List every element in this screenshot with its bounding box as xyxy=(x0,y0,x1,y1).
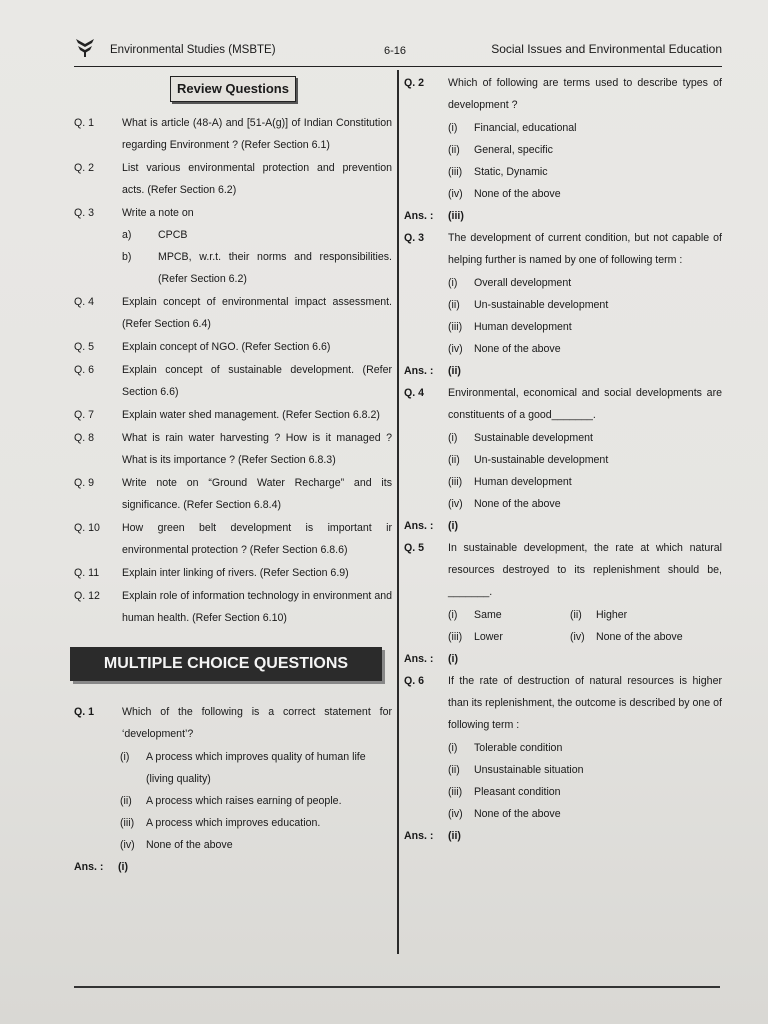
option-label: (iv) xyxy=(448,498,463,510)
question-number: Q. 12 xyxy=(74,590,100,602)
option-label: (ii) xyxy=(570,609,582,621)
column-divider xyxy=(397,70,399,954)
option-text: Human development xyxy=(474,476,572,488)
option xyxy=(448,338,722,360)
review-question xyxy=(74,404,392,426)
chapter-title: Social Issues and Environmental Education xyxy=(491,42,722,56)
option-label: (i) xyxy=(448,277,458,289)
option xyxy=(570,604,692,626)
option-text: Same xyxy=(474,609,502,621)
page-header xyxy=(74,36,722,67)
sub-item xyxy=(122,246,392,290)
option-text: Financial, educational xyxy=(474,122,577,134)
mcq-question xyxy=(404,670,722,736)
answer-label: Ans. : xyxy=(404,210,434,222)
option-label: (iv) xyxy=(448,188,463,200)
sub-label: b) xyxy=(122,251,132,263)
option-text: A process which improves education. xyxy=(146,817,321,829)
option-text: A process which raises earning of people. xyxy=(146,795,342,807)
question-text: Explain inter linking of rivers. (Refer Section 6.9) xyxy=(122,567,349,579)
question-number: Q. 2 xyxy=(74,162,95,174)
option-text: None of the above xyxy=(474,343,561,355)
option-text: None of the above xyxy=(596,631,683,643)
option xyxy=(448,139,722,161)
option xyxy=(448,803,722,825)
question-text: If the rate of destruction of natural resources is higher than its replenishment, the outcome is described by one of following term : xyxy=(448,675,722,731)
book-title: Environmental Studies (MSBTE) xyxy=(110,44,276,56)
answer xyxy=(404,515,722,537)
answer xyxy=(74,856,392,878)
option xyxy=(448,427,722,449)
question-number: Q. 5 xyxy=(404,542,425,554)
review-question xyxy=(74,202,392,290)
mcq-heading: MULTIPLE CHOICE QUESTIONS xyxy=(70,647,382,681)
option-text: Lower xyxy=(474,631,503,643)
option-text: Human development xyxy=(474,321,572,333)
answer xyxy=(404,648,722,670)
option-label: (iii) xyxy=(448,786,463,798)
question-number: Q. 1 xyxy=(74,706,95,718)
option-text: Sustainable development xyxy=(474,432,593,444)
answer-label: Ans. : xyxy=(404,653,434,665)
question-text: Explain water shed management. (Refer Section 6.8.2) xyxy=(122,409,380,421)
option xyxy=(448,117,722,139)
question-number: Q. 4 xyxy=(404,387,425,399)
footer-rule xyxy=(74,986,720,988)
sub-text: MPCB, w.r.t. their norms and responsibilities. (Refer Section 6.2) xyxy=(158,251,392,285)
option-text: Higher xyxy=(596,609,628,621)
option xyxy=(448,294,722,316)
answer-value: (ii) xyxy=(448,365,461,377)
option-label: (ii) xyxy=(448,144,460,156)
option-label: (i) xyxy=(448,122,458,134)
option-text: Un-sustainable development xyxy=(474,299,609,311)
option xyxy=(448,626,570,648)
option-text: Static, Dynamic xyxy=(474,166,548,178)
option-label: (ii) xyxy=(448,764,460,776)
question-text: Write a note on xyxy=(122,207,194,219)
answer-label: Ans. : xyxy=(404,365,434,377)
option xyxy=(448,493,722,515)
mcq-question xyxy=(404,382,722,426)
question-text: The development of current condition, but not capable of helping further is named by one of following term : xyxy=(448,232,722,266)
answer-value: (iii) xyxy=(448,210,464,222)
question-number: Q. 3 xyxy=(74,207,95,219)
option-label: (iv) xyxy=(570,631,585,643)
review-question xyxy=(74,562,392,584)
answer-value: (i) xyxy=(448,520,458,532)
review-question xyxy=(74,585,392,629)
option-text: Overall development xyxy=(474,277,572,289)
question-number: Q. 3 xyxy=(404,232,425,244)
question-text: Explain concept of NGO. (Refer Section 6.6) xyxy=(122,341,331,353)
sub-text: CPCB xyxy=(158,229,188,241)
answer-label: Ans. : xyxy=(404,520,434,532)
question-text: List various environmental protection and prevention acts. (Refer Section 6.2) xyxy=(122,162,392,196)
question-text: What is article (48-A) and [51-A(g)] of Indian Constitution regarding Environment ? (Refer Section 6.1) xyxy=(122,117,392,151)
sub-item xyxy=(122,224,392,246)
option-text: General, specific xyxy=(474,144,553,156)
question-number: Q. 5 xyxy=(74,341,95,353)
review-question xyxy=(74,336,392,358)
option-label: (iv) xyxy=(120,839,135,851)
sub-label: a) xyxy=(122,229,132,241)
option-label: (iii) xyxy=(448,631,463,643)
question-number: Q. 1 xyxy=(74,117,95,129)
option xyxy=(448,759,722,781)
option xyxy=(448,183,722,205)
option xyxy=(120,746,392,790)
question-number: Q. 8 xyxy=(74,432,95,444)
question-number: Q. 11 xyxy=(74,567,100,579)
review-question xyxy=(74,112,392,156)
option-text: None of the above xyxy=(146,839,233,851)
option xyxy=(570,626,692,648)
option xyxy=(120,812,392,834)
answer-label: Ans. : xyxy=(74,861,104,873)
page-number: 6-16 xyxy=(384,45,407,57)
option-text: Un-sustainable development xyxy=(474,454,609,466)
answer xyxy=(404,360,722,382)
option-label: (i) xyxy=(448,742,458,754)
option-label: (iii) xyxy=(448,321,463,333)
option xyxy=(448,604,570,626)
question-number: Q. 6 xyxy=(74,364,95,376)
option-text: Tolerable condition xyxy=(474,742,563,754)
question-number: Q. 6 xyxy=(404,675,425,687)
option xyxy=(120,834,392,856)
question-text: Explain concept of sustainable development. (Refer Section 6.6) xyxy=(122,364,392,398)
question-text: Explain concept of environmental impact assessment. (Refer Section 6.4) xyxy=(122,296,392,330)
option-label: (iii) xyxy=(448,476,463,488)
question-number: Q. 9 xyxy=(74,477,95,489)
review-question xyxy=(74,472,392,516)
question-text: Which of following are terms used to describe types of development ? xyxy=(448,77,722,111)
right-column xyxy=(404,72,722,847)
question-number: Q. 7 xyxy=(74,409,95,421)
left-column xyxy=(74,72,392,878)
option-label: (iv) xyxy=(448,343,463,355)
option xyxy=(448,272,722,294)
option xyxy=(448,471,722,493)
review-question xyxy=(74,291,392,335)
answer-value: (i) xyxy=(118,861,128,873)
question-number: Q. 4 xyxy=(74,296,95,308)
review-question xyxy=(74,359,392,403)
option xyxy=(448,449,722,471)
option xyxy=(448,737,722,759)
mcq-question xyxy=(404,537,722,603)
answer-value: (ii) xyxy=(448,830,461,842)
option-text: None of the above xyxy=(474,188,561,200)
option-label: (ii) xyxy=(448,454,460,466)
option-label: (iv) xyxy=(448,808,463,820)
answer xyxy=(404,825,722,847)
question-number: Q. 2 xyxy=(404,77,425,89)
question-number: Q. 10 xyxy=(74,522,100,534)
option-text: Unsustainable situation xyxy=(474,764,584,776)
option-text: None of the above xyxy=(474,808,561,820)
question-text: Environmental, economical and social developments are constituents of a good_______. xyxy=(448,387,722,421)
option-label: (ii) xyxy=(448,299,460,311)
publisher-logo-icon xyxy=(74,36,96,58)
option xyxy=(120,790,392,812)
question-text: What is rain water harvesting ? How is it managed ? What is its importance ? (Refer Section 6.8.3) xyxy=(122,432,392,466)
option-label: (i) xyxy=(448,609,458,621)
mcq-question xyxy=(404,72,722,116)
question-text: How green belt development is important ir environmental protection ? (Refer Section 6.8.6) xyxy=(122,522,392,556)
option-label: (i) xyxy=(120,751,130,763)
review-question xyxy=(74,517,392,561)
answer-value: (i) xyxy=(448,653,458,665)
option-text: None of the above xyxy=(474,498,561,510)
mcq-question xyxy=(74,701,392,745)
question-text: Explain role of information technology in environment and human health. (Refer Section 6.10) xyxy=(122,590,392,624)
question-text: In sustainable development, the rate at which natural resources destroyed to its replenishment should be, _______. xyxy=(448,542,722,598)
option xyxy=(448,161,722,183)
review-question xyxy=(74,157,392,201)
answer-label: Ans. : xyxy=(404,830,434,842)
question-text: Which of the following is a correct statement for ‘development’? xyxy=(122,706,392,740)
option-label: (i) xyxy=(448,432,458,444)
answer xyxy=(404,205,722,227)
option xyxy=(448,316,722,338)
option-text: A process which improves quality of human life (living quality) xyxy=(146,751,366,785)
review-question xyxy=(74,427,392,471)
option-label: (iii) xyxy=(120,817,135,829)
question-text: Write note on “Ground Water Recharge” and its significance. (Refer Section 6.8.4) xyxy=(122,477,392,511)
option-label: (ii) xyxy=(120,795,132,807)
option-label: (iii) xyxy=(448,166,463,178)
review-questions-heading: Review Questions xyxy=(170,76,296,102)
option-text: Pleasant condition xyxy=(474,786,561,798)
mcq-question xyxy=(404,227,722,271)
option xyxy=(448,781,722,803)
